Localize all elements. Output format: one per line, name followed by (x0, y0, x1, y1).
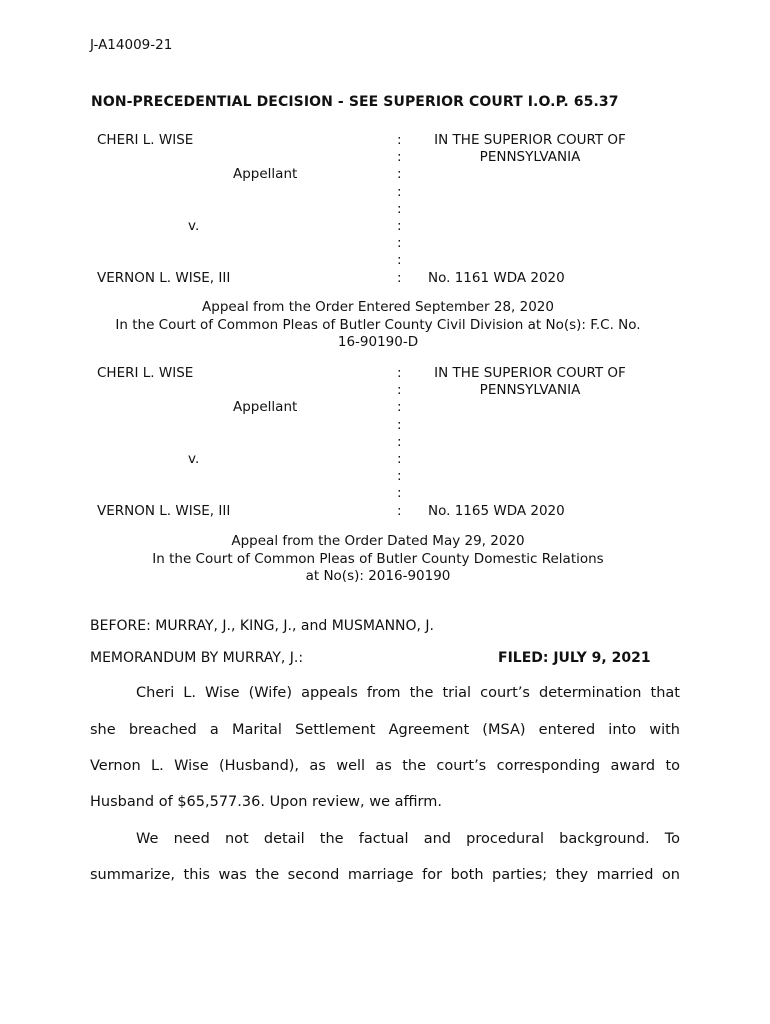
versus-label: v. (188, 218, 200, 234)
caption-colon-column: : : : : : : : : : (397, 132, 402, 286)
paragraph-line: she breached a Marital Settlement Agreement (MSA) entered into with (90, 722, 680, 738)
appellant-label: Appellant (233, 166, 298, 182)
filed-date: FILED: JULY 9, 2021 (498, 650, 651, 666)
memorandum-author: MEMORANDUM BY MURRAY, J.: (90, 650, 304, 666)
paragraph-line: Cheri L. Wise (Wife) appeals from the trial court’s determination that (136, 685, 680, 701)
paragraph-line: Vernon L. Wise (Husband), as well as the court’s corresponding award to (90, 758, 680, 774)
defendant-name: VERNON L. WISE, III (97, 503, 231, 519)
panel-judges: BEFORE: MURRAY, J., KING, J., and MUSMANNO, J. (90, 618, 435, 634)
appeal-info-2: Appeal from the Order Dated May 29, 2020 In the Court of Common Pleas of Butler County Domestic Relations at No(s): 2016-90190 (152, 533, 604, 584)
court-name: IN THE SUPERIOR COURT OF PENNSYLVANIA (434, 132, 626, 165)
docket-number: No. 1165 WDA 2020 (428, 503, 565, 519)
docket-number: No. 1161 WDA 2020 (428, 270, 565, 286)
plaintiff-name: CHERI L. WISE (97, 132, 194, 148)
non-precedential-heading: NON-PRECEDENTIAL DECISION - SEE SUPERIOR COURT I.O.P. 65.37 (91, 94, 619, 110)
court-name: IN THE SUPERIOR COURT OF PENNSYLVANIA (434, 365, 626, 398)
caption-colon-column: : : : : : : : : : (397, 365, 402, 519)
appellant-label: Appellant (233, 399, 298, 415)
document-id: J-A14009-21 (90, 37, 173, 53)
paragraph-line: Husband of $65,577.36. Upon review, we affirm. (90, 794, 442, 810)
appeal-info-1: Appeal from the Order Entered September 28, 2020 In the Court of Common Pleas of Butler County Civil Division at No(s): F.C. No. 16-90190-D (115, 299, 641, 350)
paragraph-line: summarize, this was the second marriage for both parties; they married on (90, 867, 680, 883)
defendant-name: VERNON L. WISE, III (97, 270, 231, 286)
versus-label: v. (188, 451, 200, 467)
paragraph-line: We need not detail the factual and procedural background. To (136, 831, 680, 847)
plaintiff-name: CHERI L. WISE (97, 365, 194, 381)
